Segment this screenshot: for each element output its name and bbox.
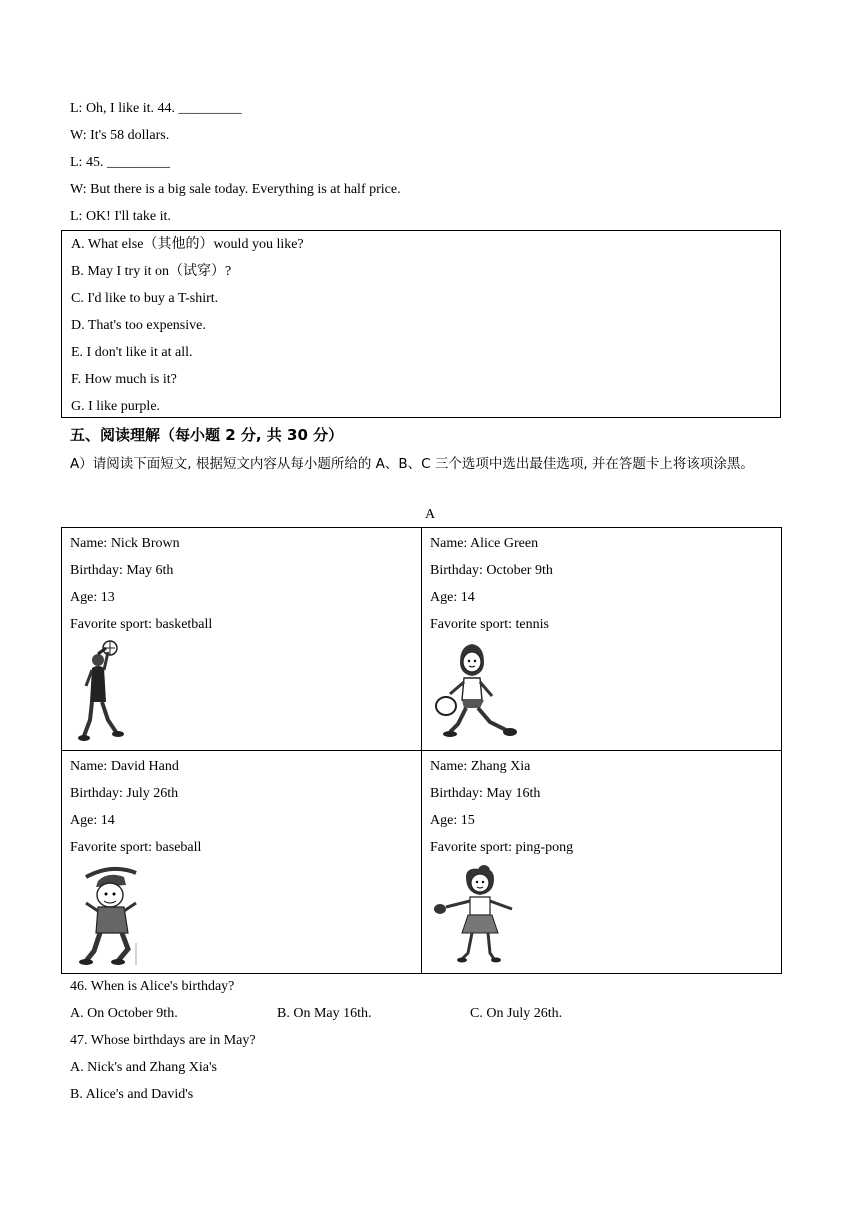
option-item: D. That's too expensive.	[71, 318, 206, 333]
profile-sport: Favorite sport: tennis	[430, 617, 549, 632]
profile-age: Age: 15	[430, 813, 475, 828]
section-instructions: A）请阅读下面短文, 根据短文内容从每小题所给的 A、B、C 三个选项中选出最佳选项, 并在答题卡上将该项涂黑。	[70, 456, 754, 472]
question-stem: 46. When is Alice's birthday?	[70, 979, 235, 994]
option-item: B. May I try it on（试穿）?	[71, 264, 232, 279]
profile-age: Age: 13	[70, 590, 115, 605]
tennis-player-icon	[432, 640, 542, 744]
option-item: C. I'd like to buy a T-shirt.	[71, 291, 219, 306]
profile-sport: Favorite sport: basketball	[70, 617, 213, 632]
option-item: E. I don't like it at all.	[71, 345, 193, 360]
profile-card	[62, 528, 422, 751]
profile-birthday: Birthday: May 6th	[70, 563, 174, 578]
profile-card	[422, 751, 782, 974]
question-choice: A. On October 9th.	[70, 1006, 178, 1021]
profile-birthday: Birthday: May 16th	[430, 786, 541, 801]
profile-sport: Favorite sport: ping-pong	[430, 840, 574, 855]
profile-name: Name: David Hand	[70, 759, 179, 774]
profile-name: Name: Nick Brown	[70, 536, 180, 551]
profile-sport: Favorite sport: baseball	[70, 840, 202, 855]
question-choice: B. Alice's and David's	[70, 1087, 194, 1102]
option-item: A. What else（其他的）would you like?	[71, 237, 304, 252]
profile-age: Age: 14	[430, 590, 475, 605]
dialog-line: L: 45. _________	[70, 155, 170, 170]
question-choice: B. On May 16th.	[277, 1006, 372, 1021]
dialog-line: L: Oh, I like it. 44. _________	[70, 101, 242, 116]
options-box	[61, 230, 781, 418]
question-choice: C. On July 26th.	[470, 1006, 563, 1021]
dialog-line: W: It's 58 dollars.	[70, 128, 170, 143]
profile-birthday: Birthday: October 9th	[430, 563, 553, 578]
option-item: F. How much is it?	[71, 372, 177, 387]
passage-label: A	[424, 507, 436, 522]
option-item: G. I like purple.	[71, 399, 161, 414]
profile-card	[62, 751, 422, 974]
basketball-player-icon	[72, 640, 182, 744]
question-choice: A. Nick's and Zhang Xia's	[70, 1060, 217, 1075]
profile-card	[422, 528, 782, 751]
profile-table	[61, 527, 782, 974]
dialog-line: L: OK! I'll take it.	[70, 209, 171, 224]
profile-age: Age: 14	[70, 813, 115, 828]
dialog-line: W: But there is a big sale today. Everything is at half price.	[70, 182, 401, 197]
profile-birthday: Birthday: July 26th	[70, 786, 179, 801]
question-stem: 47. Whose birthdays are in May?	[70, 1033, 256, 1048]
profile-name: Name: Alice Green	[430, 536, 539, 551]
profile-name: Name: Zhang Xia	[430, 759, 531, 774]
ping-pong-player-icon	[432, 863, 542, 967]
section-heading: 五、阅读理解（每小题 2 分, 共 30 分）	[70, 426, 344, 444]
baseball-player-icon	[72, 863, 182, 967]
